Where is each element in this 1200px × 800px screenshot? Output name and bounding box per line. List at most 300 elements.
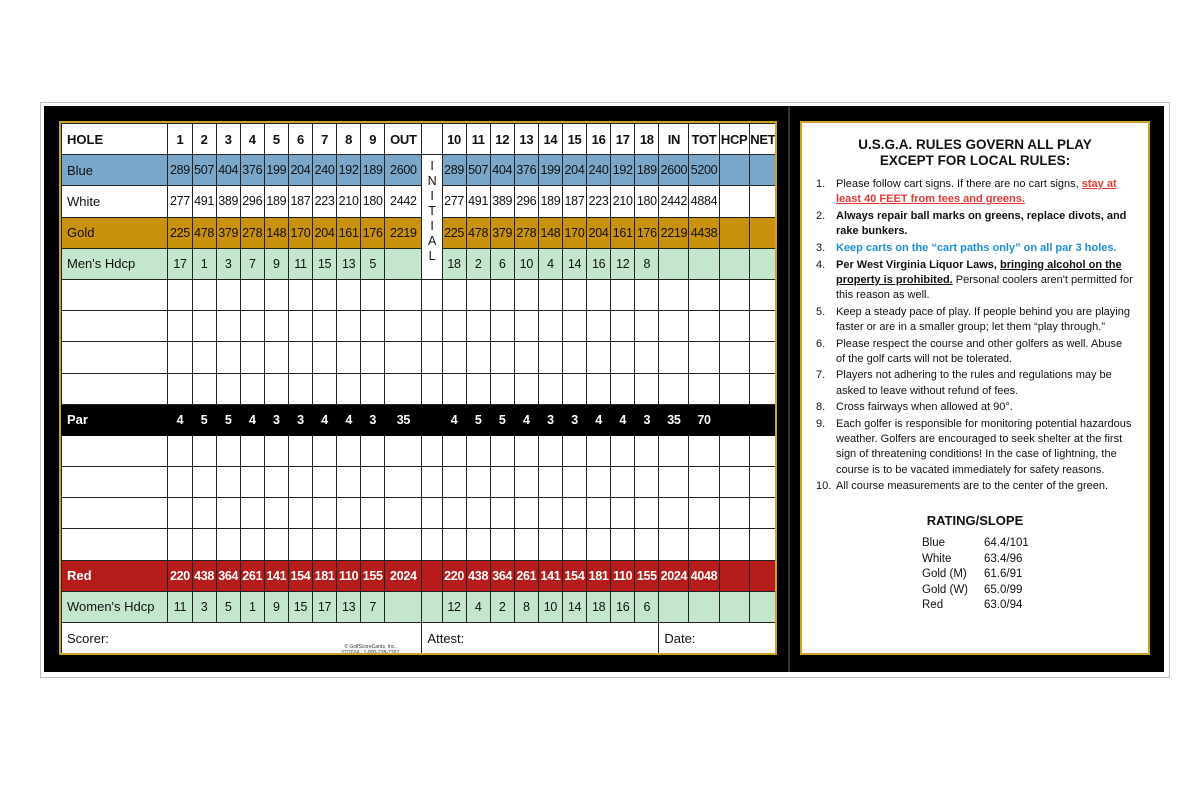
score-cell[interactable] [611,529,635,560]
score-cell[interactable] [168,342,192,373]
score-cell[interactable] [62,373,168,404]
fold-line [788,106,790,672]
score-cell[interactable] [538,529,562,560]
score-cell[interactable] [361,311,385,342]
score-cell[interactable] [490,529,514,560]
score-cell[interactable] [514,467,538,498]
score-cell[interactable] [264,279,288,310]
score-cell[interactable] [192,435,216,466]
score-cell[interactable] [62,529,168,560]
hole-number: 9 [361,124,385,155]
hcp-cell [719,560,749,591]
whdcp-row [62,591,777,622]
score-cell[interactable] [490,373,514,404]
score-cell[interactable] [538,342,562,373]
score-cell[interactable] [587,373,611,404]
hole-value: 187 [562,186,586,217]
hole-value: 261 [514,560,538,591]
score-entry-row [62,467,777,498]
initial-letter: A [427,234,436,249]
in-value [659,591,689,622]
score-cell[interactable] [62,342,168,373]
score-cell[interactable] [562,467,586,498]
score-cell[interactable] [587,435,611,466]
score-cell[interactable] [422,498,442,529]
rules-title [816,137,1134,169]
score-cell[interactable] [216,435,240,466]
score-cell[interactable] [313,498,337,529]
hole-value: 199 [538,155,562,186]
score-cell[interactable] [337,373,361,404]
hole-value: 15 [313,248,337,279]
score-cell[interactable] [587,342,611,373]
score-cell[interactable] [514,529,538,560]
hole-value: 4 [313,404,337,435]
hole-value: 364 [490,560,514,591]
score-cell[interactable] [466,373,490,404]
rule-number: 4. [816,258,826,271]
hole-value: 6 [490,248,514,279]
score-cell[interactable] [514,311,538,342]
score-cell[interactable] [587,311,611,342]
score-cell[interactable] [192,498,216,529]
score-cell[interactable] [490,467,514,498]
hole-value: 4 [587,404,611,435]
score-cell[interactable] [216,342,240,373]
score-cell[interactable] [466,529,490,560]
hole-value: 376 [240,155,264,186]
score-cell[interactable] [313,529,337,560]
hcp-cell [719,217,749,248]
score-cell[interactable] [313,342,337,373]
score-cell[interactable] [216,373,240,404]
initial-blank [422,560,442,591]
score-cell[interactable] [749,373,776,404]
score-cell[interactable] [168,435,192,466]
score-cell[interactable] [442,498,466,529]
score-cell[interactable] [562,435,586,466]
rule-number: 5. [816,305,826,318]
score-cell[interactable] [442,311,466,342]
score-cell[interactable] [337,529,361,560]
score-cell[interactable] [587,498,611,529]
score-cell[interactable] [361,529,385,560]
attest-field[interactable]: Attest: [422,623,659,654]
score-cell[interactable] [240,279,264,310]
score-cell[interactable] [216,279,240,310]
score-cell[interactable] [361,498,385,529]
score-cell[interactable] [288,498,312,529]
scorecard-panel [59,121,777,655]
score-cell[interactable] [422,435,442,466]
rule-text: All course measurements are to the center of the green. [836,480,1109,493]
score-cell[interactable] [240,529,264,560]
hole-value: 15 [288,591,312,622]
score-cell[interactable] [659,373,689,404]
hole-value: 161 [337,217,361,248]
score-cell[interactable] [490,311,514,342]
score-cell[interactable] [192,311,216,342]
hole-value: 11 [168,591,192,622]
rule-number: 10. [816,480,832,493]
score-cell[interactable] [240,311,264,342]
rule-item [816,368,1134,398]
score-cell[interactable] [514,373,538,404]
hole-value: 10 [538,591,562,622]
hole-value: 16 [587,248,611,279]
score-cell[interactable] [288,435,312,466]
score-cell[interactable] [749,342,776,373]
score-cell[interactable] [635,498,659,529]
score-cell[interactable] [422,467,442,498]
score-cell[interactable] [635,342,659,373]
score-cell[interactable] [719,279,749,310]
score-cell[interactable] [466,311,490,342]
score-cell[interactable] [490,279,514,310]
score-cell[interactable] [659,342,689,373]
score-cell[interactable] [719,311,749,342]
score-cell[interactable] [337,342,361,373]
hole-value: 17 [313,591,337,622]
score-cell[interactable] [168,373,192,404]
score-cell[interactable] [538,435,562,466]
rule-item [816,417,1134,478]
score-cell[interactable] [562,529,586,560]
score-cell[interactable] [442,435,466,466]
score-cell[interactable] [562,311,586,342]
score-cell[interactable] [635,373,659,404]
hdcp-row [62,248,777,279]
hole-value: 170 [562,217,586,248]
score-cell[interactable] [422,279,442,310]
score-cell[interactable] [514,435,538,466]
score-cell[interactable] [168,498,192,529]
scorer-field[interactable]: Scorer: [62,623,422,654]
score-cell[interactable] [313,279,337,310]
hole-value: 13 [337,248,361,279]
score-cell[interactable] [168,467,192,498]
score-cell[interactable] [385,467,422,498]
hole-value: 154 [288,560,312,591]
rating-table [922,536,1029,614]
score-cell[interactable] [288,342,312,373]
score-cell[interactable] [659,529,689,560]
out-value: 35 [385,404,422,435]
hole-value: 4 [168,404,192,435]
score-cell[interactable] [264,498,288,529]
tot-value: 4884 [689,186,719,217]
initial-letter: I [430,189,434,204]
score-cell[interactable] [192,467,216,498]
rating-value: 61.6/91 [984,568,1023,581]
score-cell[interactable] [240,467,264,498]
score-cell[interactable] [62,498,168,529]
score-cell[interactable] [313,435,337,466]
score-cell[interactable] [337,279,361,310]
score-cell[interactable] [514,342,538,373]
hole-value: 389 [216,186,240,217]
score-cell[interactable] [587,467,611,498]
score-cell[interactable] [422,342,442,373]
score-cell[interactable] [337,467,361,498]
rule-text: Each golfer is responsible for monitoring potential hazardous weather. Golfers are encouraged to seek shelter at the first sign of threatening conditions! In the case of lightning, the course is to be vacated immediately for safety reasons. [836,418,1132,476]
score-cell[interactable] [587,279,611,310]
score-cell[interactable] [635,529,659,560]
rating-tee: Red [922,599,944,612]
score-entry-row [62,279,777,310]
hole-value: 225 [442,217,466,248]
score-cell[interactable] [385,279,422,310]
score-cell[interactable] [240,373,264,404]
rule-highlight: bringing alcohol on the property is prohibited. [836,258,1122,286]
score-cell[interactable] [264,467,288,498]
score-cell[interactable] [313,311,337,342]
score-cell[interactable] [385,342,422,373]
score-cell[interactable] [216,311,240,342]
hole-value: 278 [240,217,264,248]
score-cell[interactable] [216,467,240,498]
score-cell[interactable] [719,435,749,466]
score-cell[interactable] [385,529,422,560]
score-cell[interactable] [264,311,288,342]
score-cell[interactable] [466,467,490,498]
score-cell[interactable] [442,342,466,373]
hole-number: 11 [466,124,490,155]
score-cell[interactable] [313,467,337,498]
score-cell[interactable] [337,498,361,529]
hcp-label: HCP [719,124,749,155]
score-cell[interactable] [192,529,216,560]
score-cell[interactable] [264,435,288,466]
score-cell[interactable] [422,373,442,404]
score-cell[interactable] [288,279,312,310]
score-cell[interactable] [490,435,514,466]
score-cell[interactable] [749,529,776,560]
initial-letter: N [427,174,437,189]
score-cell[interactable] [689,467,719,498]
score-cell[interactable] [719,467,749,498]
score-cell[interactable] [288,467,312,498]
score-cell[interactable] [562,279,586,310]
hole-number: 16 [587,124,611,155]
score-cell[interactable] [538,498,562,529]
score-cell[interactable] [749,435,776,466]
score-cell[interactable] [611,373,635,404]
score-cell[interactable] [689,279,719,310]
score-cell[interactable] [659,279,689,310]
score-cell[interactable] [514,498,538,529]
rule-text: Always repair ball marks on greens, replace divots, and rake bunkers. [836,209,1127,238]
hole-value: 8 [514,591,538,622]
hole-value: 438 [466,560,490,591]
score-cell[interactable] [264,373,288,404]
score-cell[interactable] [422,311,442,342]
net-cell [749,591,776,622]
score-cell[interactable] [659,435,689,466]
score-cell[interactable] [62,311,168,342]
score-cell[interactable] [168,311,192,342]
score-cell[interactable] [361,467,385,498]
score-cell[interactable] [216,498,240,529]
score-cell[interactable] [514,279,538,310]
in-label: IN [659,124,689,155]
hole-value: 1 [240,591,264,622]
hole-value: 148 [264,217,288,248]
score-cell[interactable] [442,529,466,560]
score-cell[interactable] [490,342,514,373]
score-cell[interactable] [62,467,168,498]
score-cell[interactable] [62,279,168,310]
score-cell[interactable] [635,467,659,498]
score-cell[interactable] [240,498,264,529]
score-cell[interactable] [385,498,422,529]
score-cell[interactable] [689,435,719,466]
score-cell[interactable] [611,435,635,466]
score-cell[interactable] [466,279,490,310]
hole-value: 225 [168,217,192,248]
score-cell[interactable] [264,342,288,373]
tot-label: TOT [689,124,719,155]
score-cell[interactable] [689,342,719,373]
score-cell[interactable] [192,373,216,404]
score-cell[interactable] [611,311,635,342]
net-cell [749,217,776,248]
hole-value: 296 [240,186,264,217]
score-cell[interactable] [216,529,240,560]
score-cell[interactable] [442,279,466,310]
score-cell[interactable] [562,373,586,404]
rule-item [816,479,1134,494]
score-cell[interactable] [689,311,719,342]
score-cell[interactable] [749,498,776,529]
score-cell[interactable] [490,498,514,529]
score-cell[interactable] [719,373,749,404]
score-cell[interactable] [719,498,749,529]
score-cell[interactable] [240,435,264,466]
score-cell[interactable] [62,435,168,466]
row-label: Blue [62,155,168,186]
score-cell[interactable] [538,279,562,310]
rating-value: 65.0/99 [984,583,1023,596]
hole-value: 18 [442,248,466,279]
score-cell[interactable] [385,373,422,404]
in-value: 2024 [659,560,689,591]
score-cell[interactable] [749,311,776,342]
hole-value: 4 [611,404,635,435]
score-cell[interactable] [635,279,659,310]
score-cell[interactable] [422,529,442,560]
score-cell[interactable] [337,435,361,466]
hole-value: 1 [192,248,216,279]
score-cell[interactable] [442,467,466,498]
score-cell[interactable] [466,435,490,466]
rule-number: 6. [816,337,826,350]
hole-value: 176 [361,217,385,248]
net-label: NET [749,124,776,155]
hole-value: 223 [313,186,337,217]
hole-value: 10 [514,248,538,279]
score-cell[interactable] [719,529,749,560]
hole-value: 161 [611,217,635,248]
score-cell[interactable] [689,498,719,529]
hole-value: 220 [442,560,466,591]
score-cell[interactable] [192,342,216,373]
par-row [62,404,777,435]
rules-panel [800,121,1150,655]
score-cell[interactable] [313,373,337,404]
score-cell[interactable] [635,435,659,466]
score-cell[interactable] [611,498,635,529]
hole-value: 289 [442,155,466,186]
hole-value: 14 [562,248,586,279]
score-cell[interactable] [385,311,422,342]
score-cell[interactable] [288,373,312,404]
score-cell[interactable] [659,467,689,498]
hole-number: 1 [168,124,192,155]
score-cell[interactable] [659,498,689,529]
score-cell[interactable] [466,498,490,529]
score-cell[interactable] [689,529,719,560]
hcp-cell [719,248,749,279]
score-cell[interactable] [587,529,611,560]
hole-value: 3 [538,404,562,435]
score-cell[interactable] [749,279,776,310]
rating-row [922,582,1029,598]
score-cell[interactable] [538,467,562,498]
score-cell[interactable] [264,529,288,560]
score-cell[interactable] [337,311,361,342]
score-cell[interactable] [361,373,385,404]
score-cell[interactable] [168,529,192,560]
hole-value: 4 [538,248,562,279]
rating-title: RATING/SLOPE [926,512,1024,528]
score-cell[interactable] [168,279,192,310]
score-cell[interactable] [659,311,689,342]
score-cell[interactable] [538,311,562,342]
score-cell[interactable] [288,529,312,560]
score-cell[interactable] [635,311,659,342]
score-cell[interactable] [288,311,312,342]
rating-row [922,551,1029,567]
hole-value: 404 [490,155,514,186]
score-cell[interactable] [192,279,216,310]
score-cell[interactable] [361,342,385,373]
score-cell[interactable] [361,435,385,466]
score-cell[interactable] [442,373,466,404]
score-cell[interactable] [719,342,749,373]
score-cell[interactable] [240,342,264,373]
score-entry-row [62,311,777,342]
date-field[interactable]: Date: [659,623,777,654]
hole-value: 4 [337,404,361,435]
score-cell[interactable] [361,279,385,310]
score-cell[interactable] [385,435,422,466]
score-cell[interactable] [611,342,635,373]
hole-value: 289 [168,155,192,186]
score-cell[interactable] [562,498,586,529]
white-row [62,186,777,217]
score-cell[interactable] [749,467,776,498]
rules-list [816,177,1134,495]
score-cell[interactable] [611,279,635,310]
score-cell[interactable] [611,467,635,498]
score-cell[interactable] [562,342,586,373]
initial-letter: I [430,219,434,234]
score-cell[interactable] [538,373,562,404]
score-cell[interactable] [466,342,490,373]
net-cell [749,248,776,279]
score-cell[interactable] [689,373,719,404]
